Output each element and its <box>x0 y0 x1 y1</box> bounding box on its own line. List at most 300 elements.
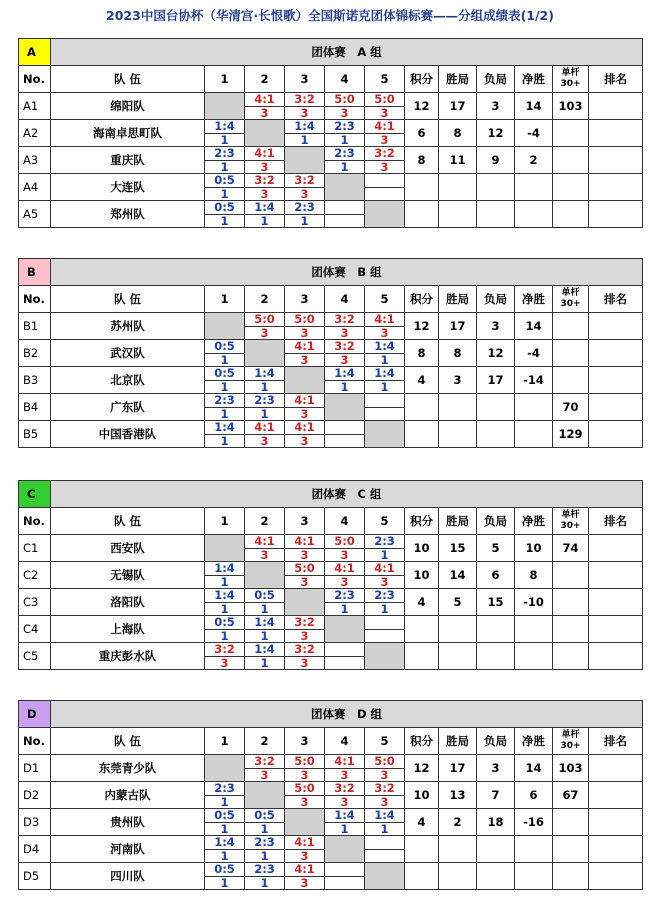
col-header-lost: 负局 <box>477 286 515 313</box>
self-match-cell <box>285 147 325 174</box>
frame-score: 3:2 <box>285 643 324 657</box>
match-points: 3 <box>300 575 309 589</box>
frame-score: 2:3 <box>245 394 284 408</box>
match-points: 1 <box>220 353 229 367</box>
single-break <box>553 616 589 643</box>
net-frames: -4 <box>515 340 553 367</box>
team-name: 上海队 <box>51 616 205 643</box>
team-name: 海南卓思町队 <box>51 120 205 147</box>
col-header-single-threshold: 30+ <box>560 299 581 309</box>
single-break <box>553 562 589 589</box>
table-row <box>19 147 643 174</box>
frame-score: 4:1 <box>365 120 404 134</box>
frames-lost <box>477 421 515 448</box>
table-row <box>19 782 643 809</box>
team-points <box>405 616 439 643</box>
match-score-cell <box>365 535 405 562</box>
self-match-cell <box>205 535 245 562</box>
col-header-rank: 排名 <box>589 66 643 93</box>
match-score-cell <box>285 755 325 782</box>
frame-score: 4:1 <box>285 394 324 408</box>
single-break: 70 <box>553 394 589 421</box>
frame-score: 4:1 <box>245 147 284 161</box>
team-points: 8 <box>405 147 439 174</box>
col-header-lost: 负局 <box>477 508 515 535</box>
self-match-cell <box>245 340 285 367</box>
frames-lost <box>477 394 515 421</box>
frame-score: 0:5 <box>245 809 284 823</box>
frame-score: 5:0 <box>245 313 284 327</box>
match-score-cell <box>325 120 365 147</box>
col-header-won: 胜局 <box>439 508 477 535</box>
frames-won: 3 <box>439 367 477 394</box>
match-points: 1 <box>380 822 389 836</box>
match-points: 1 <box>340 133 349 147</box>
match-points: 1 <box>340 602 349 616</box>
match-score-cell <box>205 809 245 836</box>
group-code: B <box>19 259 51 286</box>
match-points: 3 <box>340 575 349 589</box>
col-header-opponent-4: 4 <box>325 508 365 535</box>
frames-won: 14 <box>439 562 477 589</box>
frame-score: 2:3 <box>325 120 364 134</box>
single-break <box>553 201 589 228</box>
frame-score: 1:4 <box>205 120 244 134</box>
frame-score: 4:1 <box>285 421 324 435</box>
net-frames <box>515 394 553 421</box>
match-points <box>365 630 404 642</box>
frames-lost: 7 <box>477 782 515 809</box>
frames-lost <box>477 201 515 228</box>
col-header-opponent-4: 4 <box>325 286 365 313</box>
match-score-cell <box>325 340 365 367</box>
match-score-cell <box>285 93 325 120</box>
team-points <box>405 394 439 421</box>
net-frames: 14 <box>515 93 553 120</box>
team-rank <box>589 367 643 394</box>
match-points: 3 <box>260 160 269 174</box>
match-points: 1 <box>340 822 349 836</box>
self-match-cell <box>205 755 245 782</box>
match-score-cell <box>325 421 365 448</box>
match-score-cell <box>205 836 245 863</box>
frame-score: 4:1 <box>365 562 404 576</box>
match-points <box>365 188 404 200</box>
team-points: 4 <box>405 589 439 616</box>
col-header-opponent-3: 3 <box>285 508 325 535</box>
match-score-cell <box>285 313 325 340</box>
table-row <box>19 367 643 394</box>
match-points: 1 <box>220 187 229 201</box>
team-number: A5 <box>19 201 51 228</box>
col-header-opponent-4: 4 <box>325 66 365 93</box>
frame-score <box>325 863 364 877</box>
frames-lost: 18 <box>477 809 515 836</box>
match-points: 3 <box>220 656 229 670</box>
frame-score: 1:4 <box>245 616 284 630</box>
match-score-cell <box>325 367 365 394</box>
frames-won: 17 <box>439 755 477 782</box>
team-rank <box>589 120 643 147</box>
match-score-cell <box>285 562 325 589</box>
group-header <box>19 481 643 508</box>
frames-lost <box>477 643 515 670</box>
frame-score: 3:2 <box>365 782 404 796</box>
team-number: B1 <box>19 313 51 340</box>
self-match-cell <box>365 643 405 670</box>
col-header-opponent-1: 1 <box>205 66 245 93</box>
frame-score: 1:4 <box>245 367 284 381</box>
self-match-cell <box>245 782 285 809</box>
frames-won: 8 <box>439 120 477 147</box>
match-score-cell <box>285 535 325 562</box>
match-points: 1 <box>220 407 229 421</box>
frame-score: 4:1 <box>285 340 324 354</box>
match-points: 3 <box>300 407 309 421</box>
team-number: A3 <box>19 147 51 174</box>
col-header-opponent-1: 1 <box>205 728 245 755</box>
frame-score: 3:2 <box>325 340 364 354</box>
frames-lost <box>477 836 515 863</box>
match-score-cell <box>245 643 285 670</box>
match-points: 1 <box>220 849 229 863</box>
match-score-cell <box>205 562 245 589</box>
team-name: 中国香港队 <box>51 421 205 448</box>
team-rank <box>589 340 643 367</box>
match-score-cell <box>245 755 285 782</box>
frame-score: 0:5 <box>245 589 284 603</box>
col-header-opponent-2: 2 <box>245 286 285 313</box>
table-row <box>19 863 643 890</box>
team-name: 重庆彭水队 <box>51 643 205 670</box>
net-frames: 14 <box>515 755 553 782</box>
match-score-cell <box>245 836 285 863</box>
frame-score: 1:4 <box>205 421 244 435</box>
net-frames: 8 <box>515 562 553 589</box>
match-points: 3 <box>300 106 309 120</box>
col-header-single-label: 单杆 <box>561 730 580 740</box>
col-header-won: 胜局 <box>439 66 477 93</box>
frame-score: 3:2 <box>285 616 324 630</box>
team-name: 西安队 <box>51 535 205 562</box>
frames-won <box>439 643 477 670</box>
frame-score: 1:4 <box>245 201 284 215</box>
match-points: 1 <box>260 876 269 890</box>
col-header-team: 队 伍 <box>51 66 205 93</box>
match-points <box>365 408 404 420</box>
frame-score: 3:2 <box>365 147 404 161</box>
net-frames <box>515 201 553 228</box>
match-points: 3 <box>380 133 389 147</box>
team-number: C3 <box>19 589 51 616</box>
single-break <box>553 174 589 201</box>
net-frames: 14 <box>515 313 553 340</box>
match-points: 3 <box>300 795 309 809</box>
match-points: 3 <box>260 434 269 448</box>
team-rank <box>589 809 643 836</box>
col-header-opponent-1: 1 <box>205 286 245 313</box>
match-points: 3 <box>260 106 269 120</box>
match-score-cell <box>285 836 325 863</box>
team-points: 10 <box>405 782 439 809</box>
team-name: 河南队 <box>51 836 205 863</box>
table-row <box>19 809 643 836</box>
net-frames: 6 <box>515 782 553 809</box>
match-points: 3 <box>380 326 389 340</box>
frame-score: 1:4 <box>325 367 364 381</box>
team-rank <box>589 147 643 174</box>
frame-score: 0:5 <box>205 616 244 630</box>
team-points <box>405 836 439 863</box>
match-score-cell <box>245 421 285 448</box>
self-match-cell <box>365 421 405 448</box>
frames-lost: 15 <box>477 589 515 616</box>
frame-score: 5:0 <box>285 313 324 327</box>
single-break <box>553 340 589 367</box>
match-points: 3 <box>300 353 309 367</box>
self-match-cell <box>325 836 365 863</box>
frames-won: 5 <box>439 589 477 616</box>
team-name: 洛阳队 <box>51 589 205 616</box>
match-score-cell <box>205 589 245 616</box>
group-table-a <box>18 38 643 228</box>
column-header-row <box>19 728 643 755</box>
team-number: D1 <box>19 755 51 782</box>
match-points: 3 <box>300 768 309 782</box>
match-points: 3 <box>300 876 309 890</box>
match-points <box>325 435 364 447</box>
frame-score <box>365 836 404 850</box>
frame-score: 2:3 <box>205 394 244 408</box>
group-code: C <box>19 481 51 508</box>
team-points <box>405 863 439 890</box>
match-points: 3 <box>380 768 389 782</box>
match-score-cell <box>245 201 285 228</box>
frame-score: 5:0 <box>285 755 324 769</box>
net-frames <box>515 863 553 890</box>
team-number: B3 <box>19 367 51 394</box>
team-rank <box>589 562 643 589</box>
col-header-single-threshold: 30+ <box>560 741 581 751</box>
match-score-cell <box>325 589 365 616</box>
frames-won <box>439 616 477 643</box>
match-points: 3 <box>260 548 269 562</box>
team-rank <box>589 616 643 643</box>
match-score-cell <box>245 535 285 562</box>
frame-score: 2:3 <box>245 836 284 850</box>
frame-score: 0:5 <box>205 174 244 188</box>
match-score-cell <box>245 616 285 643</box>
team-name: 无锡队 <box>51 562 205 589</box>
col-header-opponent-3: 3 <box>285 728 325 755</box>
team-points <box>405 421 439 448</box>
group-title: 团体赛 D 组 <box>51 701 643 728</box>
match-points: 1 <box>220 602 229 616</box>
group-header <box>19 39 643 66</box>
team-number: C4 <box>19 616 51 643</box>
col-header-opponent-3: 3 <box>285 286 325 313</box>
table-row <box>19 755 643 782</box>
frame-score: 4:1 <box>325 562 364 576</box>
match-points: 3 <box>340 106 349 120</box>
net-frames: 2 <box>515 147 553 174</box>
match-score-cell <box>285 120 325 147</box>
match-score-cell <box>325 809 365 836</box>
match-score-cell <box>245 863 285 890</box>
match-score-cell <box>205 643 245 670</box>
team-points: 10 <box>405 535 439 562</box>
team-name: 北京队 <box>51 367 205 394</box>
net-frames: -10 <box>515 589 553 616</box>
team-rank <box>589 421 643 448</box>
frame-score: 4:1 <box>285 863 324 877</box>
col-header-single <box>553 728 589 755</box>
frame-score: 2:3 <box>365 535 404 549</box>
match-points: 3 <box>260 768 269 782</box>
match-points: 1 <box>220 380 229 394</box>
net-frames <box>515 643 553 670</box>
match-score-cell <box>325 313 365 340</box>
col-header-single-label: 单杆 <box>561 68 580 78</box>
team-name: 郑州队 <box>51 201 205 228</box>
frame-score: 5:0 <box>325 93 364 107</box>
single-break <box>553 836 589 863</box>
match-score-cell <box>205 367 245 394</box>
frame-score: 5:0 <box>365 93 404 107</box>
self-match-cell <box>205 93 245 120</box>
match-score-cell <box>205 782 245 809</box>
team-number: D4 <box>19 836 51 863</box>
match-score-cell <box>205 201 245 228</box>
net-frames <box>515 174 553 201</box>
group-code: D <box>19 701 51 728</box>
frames-lost <box>477 174 515 201</box>
col-header-single <box>553 508 589 535</box>
col-header-net: 净胜 <box>515 286 553 313</box>
table-row <box>19 313 643 340</box>
frames-won <box>439 201 477 228</box>
frames-won <box>439 421 477 448</box>
col-header-rank: 排名 <box>589 508 643 535</box>
team-points: 10 <box>405 562 439 589</box>
match-points: 1 <box>260 629 269 643</box>
team-rank <box>589 643 643 670</box>
net-frames <box>515 421 553 448</box>
match-points: 3 <box>340 353 349 367</box>
group-table-d <box>18 700 643 890</box>
group-header <box>19 701 643 728</box>
frame-score: 1:4 <box>365 340 404 354</box>
net-frames: -16 <box>515 809 553 836</box>
net-frames: -4 <box>515 120 553 147</box>
match-score-cell <box>325 643 365 670</box>
col-header-no: No. <box>19 286 51 313</box>
page-title: 2023中国台协杯（华清宫·长恨歌）全国斯诺克团体锦标赛——分组成绩表(1/2) <box>106 8 554 23</box>
col-header-lost: 负局 <box>477 728 515 755</box>
col-header-lost: 负局 <box>477 66 515 93</box>
team-name: 苏州队 <box>51 313 205 340</box>
frames-lost <box>477 863 515 890</box>
frame-score: 1:4 <box>285 120 324 134</box>
net-frames <box>515 616 553 643</box>
match-score-cell <box>365 755 405 782</box>
match-points: 3 <box>300 326 309 340</box>
match-score-cell <box>365 616 405 643</box>
match-score-cell <box>365 340 405 367</box>
self-match-cell <box>285 589 325 616</box>
frame-score: 2:3 <box>325 147 364 161</box>
self-match-cell <box>365 863 405 890</box>
match-points: 1 <box>220 214 229 228</box>
match-points <box>365 850 404 862</box>
col-header-no: No. <box>19 66 51 93</box>
table-row <box>19 616 643 643</box>
column-header-row <box>19 508 643 535</box>
team-rank <box>589 863 643 890</box>
match-points: 1 <box>300 133 309 147</box>
frame-score: 4:1 <box>245 421 284 435</box>
col-header-opponent-3: 3 <box>285 66 325 93</box>
match-score-cell <box>245 313 285 340</box>
match-score-cell <box>285 394 325 421</box>
col-header-opponent-2: 2 <box>245 508 285 535</box>
match-score-cell <box>245 589 285 616</box>
table-row <box>19 836 643 863</box>
frame-score: 0:5 <box>205 367 244 381</box>
frame-score: 3:2 <box>285 93 324 107</box>
col-header-opponent-5: 5 <box>365 728 405 755</box>
team-points: 12 <box>405 313 439 340</box>
match-points: 1 <box>220 160 229 174</box>
match-points: 1 <box>220 629 229 643</box>
frame-score: 1:4 <box>205 562 244 576</box>
col-header-single-threshold: 30+ <box>560 521 581 531</box>
frames-won: 13 <box>439 782 477 809</box>
match-score-cell <box>245 147 285 174</box>
team-points <box>405 201 439 228</box>
team-rank <box>589 93 643 120</box>
team-name: 重庆队 <box>51 147 205 174</box>
match-score-cell <box>365 394 405 421</box>
frame-score: 1:4 <box>245 643 284 657</box>
match-points <box>325 657 364 669</box>
team-rank <box>589 782 643 809</box>
frame-score: 5:0 <box>365 755 404 769</box>
match-score-cell <box>325 562 365 589</box>
col-header-points: 积分 <box>405 728 439 755</box>
frame-score: 2:3 <box>325 589 364 603</box>
group-table-c <box>18 480 643 670</box>
col-header-points: 积分 <box>405 66 439 93</box>
col-header-won: 胜局 <box>439 728 477 755</box>
table-row <box>19 201 643 228</box>
team-number: A4 <box>19 174 51 201</box>
team-number: D2 <box>19 782 51 809</box>
frame-score: 0:5 <box>205 201 244 215</box>
match-points: 3 <box>340 548 349 562</box>
col-header-won: 胜局 <box>439 286 477 313</box>
match-points: 3 <box>300 187 309 201</box>
frame-score: 4:1 <box>285 535 324 549</box>
col-header-opponent-4: 4 <box>325 728 365 755</box>
match-points: 1 <box>220 876 229 890</box>
col-header-opponent-2: 2 <box>245 66 285 93</box>
frame-score: 0:5 <box>205 809 244 823</box>
col-header-net: 净胜 <box>515 728 553 755</box>
match-points: 1 <box>380 353 389 367</box>
group-code: A <box>19 39 51 66</box>
single-break <box>553 643 589 670</box>
